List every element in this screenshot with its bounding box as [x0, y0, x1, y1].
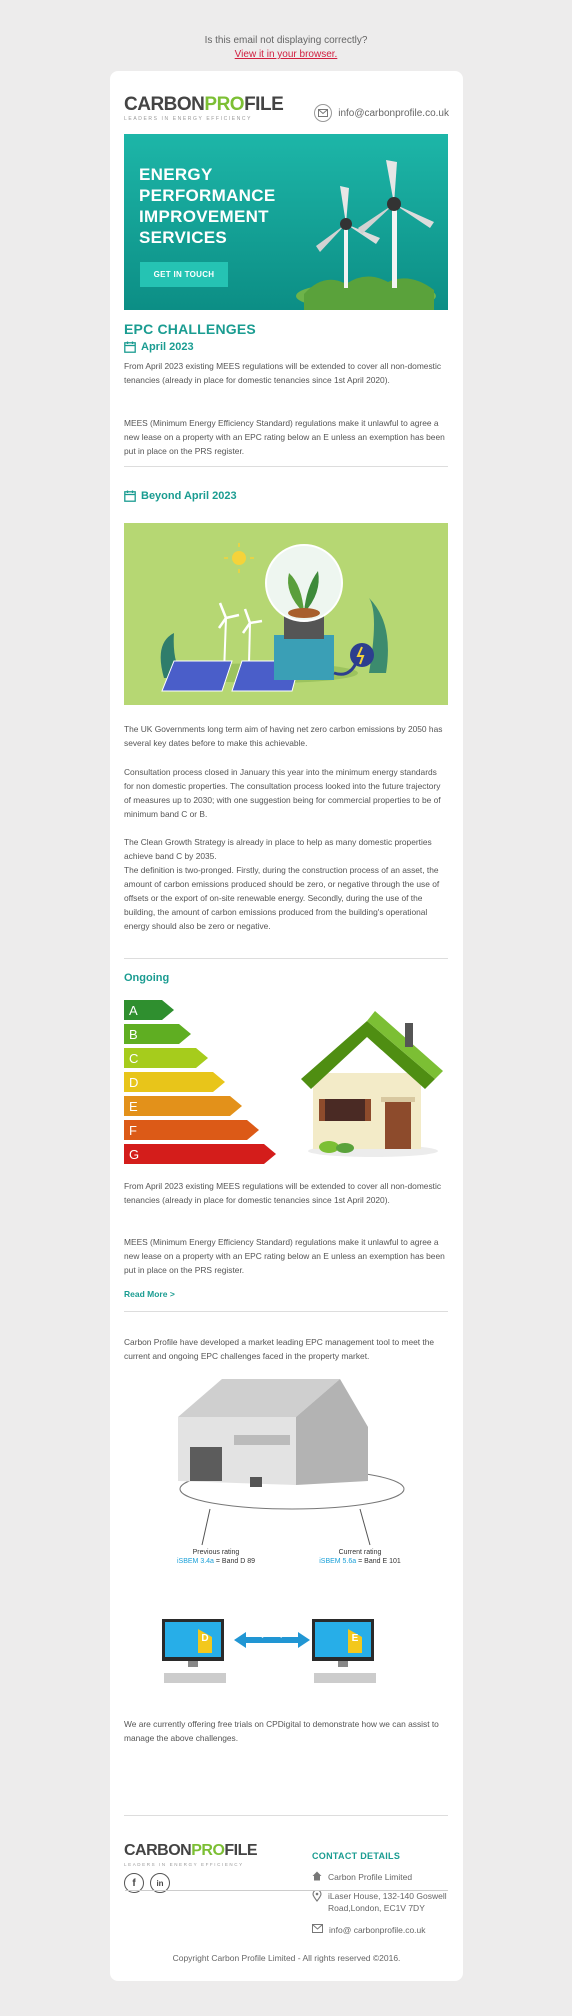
rating-band-f: [124, 1120, 259, 1140]
april-2023-heading: April 2023: [124, 341, 448, 353]
footer-address: iLaser House, 132-140 Goswell Road,London, EC1V 7DY: [312, 1890, 462, 1914]
rating-band-label: G: [129, 1147, 140, 1162]
rating-band-label: D: [129, 1075, 139, 1090]
header-email-text: info@carbonprofile.co.uk: [338, 107, 449, 119]
not-displaying-text: Is this email not displaying correctly?: [204, 35, 368, 46]
rating-band-g: [124, 1144, 276, 1164]
green-energy-illustration: [124, 523, 448, 705]
footer-logo[interactable]: [124, 1841, 258, 1867]
beyond-paragraph-1: The UK Governments long term aim of having net zero carbon emissions by 2050 has several key dates before to make this achievable.: [124, 724, 443, 748]
divider: [124, 1815, 448, 1816]
epc-rating-bands: [124, 998, 284, 1170]
curr-band-letter: E: [351, 1633, 359, 1644]
hero-title: ENERGY PERFORMANCE IMPROVEMENT SERVICES: [139, 165, 276, 247]
ongoing-paragraph-1: From April 2023 existing MEES regulations will be extended to cover all non-domestic tenancies (already in place for domestic tenancies since 1st April 2020).: [124, 1181, 442, 1205]
epc-challenges-heading: EPC CHALLENGES: [124, 321, 256, 337]
calendar-icon: [124, 341, 136, 353]
logo-text: CARBONPROFILE: [124, 94, 284, 115]
rating-band-e: [124, 1096, 242, 1116]
current-rating-label: Current rating iSBEM 5.6a = Band E 101: [319, 1549, 401, 1565]
house-illustration: [293, 1001, 443, 1161]
read-more-link[interactable]: Read More >: [124, 1289, 175, 1299]
linkedin-icon[interactable]: in: [150, 1873, 170, 1893]
previous-rating-label: Previous rating iSBEM 3.4a = Band D 89: [176, 1549, 256, 1565]
computer-monitors: [150, 1619, 430, 1697]
tool-paragraph-1: Carbon Profile have developed a market leading EPC management tool to meet the current and ongoing EPC challenges faced in the property market.: [124, 1337, 435, 1361]
divider: [124, 1311, 448, 1312]
location-pin-icon: [312, 1890, 322, 1902]
facebook-icon[interactable]: f: [124, 1873, 144, 1893]
rating-band-label: B: [129, 1027, 138, 1042]
browser-note: [0, 0, 572, 62]
prev-band-letter: D: [201, 1633, 209, 1644]
footer-logo-tagline: LEADERS IN ENERGY EFFICIENCY: [124, 1862, 244, 1867]
beyond-paragraph-2: Consultation process closed in January this year into the minimum energy standards for non domestic properties. The consultation process looked into the future trajectory of measures up to 2030; with one suggestion being for commercial properties to be of minimum band C or B.: [124, 767, 441, 819]
logo-tagline: LEADERS IN ENERGY EFFICIENCY: [124, 116, 253, 122]
rating-band-label: E: [129, 1099, 138, 1114]
divider: [124, 466, 448, 467]
mail-icon: [314, 104, 332, 122]
wind-turbine-illustration: [284, 144, 448, 310]
beyond-paragraph-3: The Clean Growth Strategy is already in place to help as many domestic properties achieve band C by 2035.: [124, 837, 432, 861]
calendar-icon: [124, 490, 136, 502]
mail-icon: [312, 1924, 323, 1933]
hero-banner: [124, 134, 448, 310]
warehouse-illustration: [150, 1373, 430, 1613]
ongoing-heading: Ongoing: [124, 972, 170, 984]
get-in-touch-button[interactable]: GET IN TOUCH: [140, 262, 228, 287]
ongoing-paragraph-2: MEES (Minimum Energy Efficiency Standard) regulations make it unlawful to agree a new lease on a property with an EPC rating below an E unless an exemption has been put in place on the PRS register.: [124, 1237, 445, 1275]
epc-paragraph-1: From April 2023 existing MEES regulations will be extended to cover all non-domestic tenancies (already in place for domestic tenancies since 1st April 2020).: [124, 361, 442, 385]
header-email[interactable]: [314, 104, 449, 122]
copyright: Copyright Carbon Profile Limited - All rights reserved ©2016.: [172, 1953, 401, 1963]
bottom-divider: [125, 1890, 448, 1891]
epc-tool-illustration: [150, 1373, 430, 1613]
rating-band-label: A: [129, 1003, 138, 1018]
divider: [124, 958, 448, 959]
rating-monitors: [150, 1619, 430, 1697]
contact-details-title: CONTACT DETAILS: [312, 1851, 401, 1861]
beyond-paragraph-4: The definition is two-pronged. Firstly, during the construction process of an asset, the amount of carbon emissions produced should be zero, or negative through the use of offsets or the export of on-site renewable energy. Secondly, during the use of the building, the amount of carbon emissions produced from the building's operational energy should also be zero or negative.: [124, 865, 440, 931]
home-icon: [312, 1871, 322, 1881]
rating-band-label: F: [129, 1123, 137, 1138]
footer-company: Carbon Profile Limited: [312, 1871, 454, 1883]
beyond-april-heading: Beyond April 2023: [124, 490, 448, 502]
email-card: [110, 71, 463, 1981]
tool-paragraph-2: We are currently offering free trials on CPDigital to demonstrate how we can assist to manage the above challenges.: [124, 1719, 439, 1743]
epc-paragraph-2: MEES (Minimum Energy Efficiency Standard) regulations make it unlawful to agree a new lease on a property with an EPC rating below an E unless an exemption has been put in place on the PRS register.: [124, 418, 445, 456]
rating-band-d: [124, 1072, 225, 1092]
view-in-browser-link[interactable]: View it in your browser.: [234, 49, 338, 60]
footer-email[interactable]: info@ carbonprofile.co.uk: [312, 1924, 454, 1936]
footer-logo-text: CARBONPROFILE: [124, 1842, 258, 1859]
ten-years-span-label: 10 years span: [253, 1633, 291, 1639]
rating-band-label: C: [129, 1051, 139, 1066]
